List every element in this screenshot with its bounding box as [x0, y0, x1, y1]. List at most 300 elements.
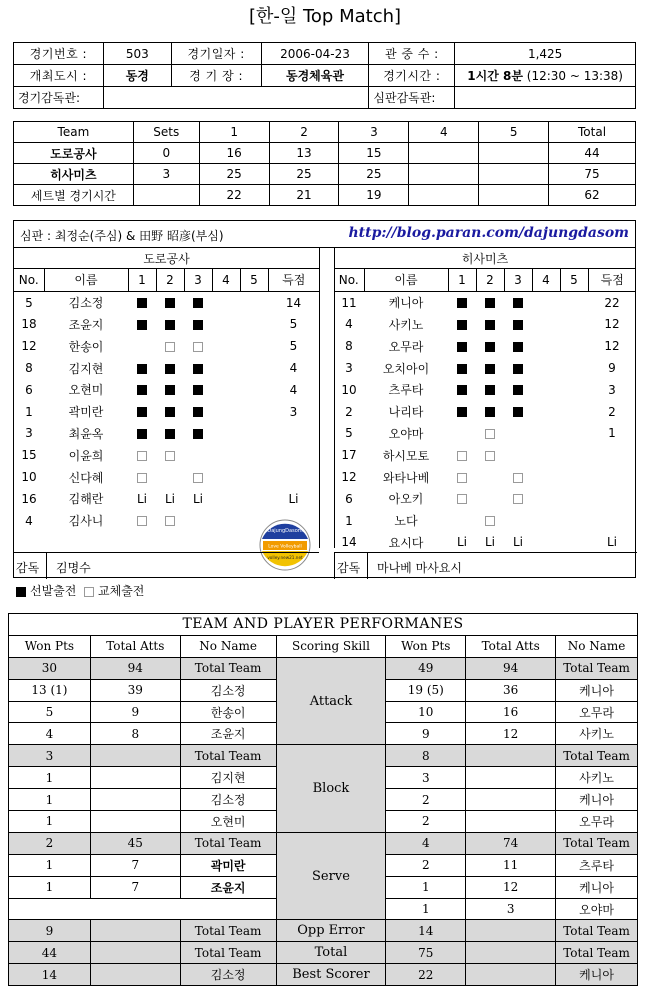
starter-square-icon [513, 407, 523, 417]
player-name: 오야마 [556, 898, 638, 920]
player-name: 사키노 [388, 317, 424, 332]
skill-opp-error: Opp Error [276, 920, 386, 942]
player-points [268, 466, 319, 488]
skill-serve: Serve [276, 832, 386, 920]
player-points: Li [606, 535, 618, 550]
score-header: 5 [479, 122, 549, 143]
player-points [588, 466, 636, 488]
home-lineup [14, 248, 319, 532]
set-5-status [560, 335, 588, 357]
set-time-2: 21 [269, 185, 339, 206]
starter-square-icon [485, 364, 495, 374]
starter-square-icon [485, 298, 495, 308]
player-name: 오무라 [388, 339, 424, 354]
total-atts [90, 789, 180, 811]
lineup-divider [319, 248, 335, 548]
perf-title: TEAM AND PLAYER PERFORMANES [9, 614, 638, 636]
score-set-2: 25 [269, 164, 339, 185]
col-set-3: 3 [504, 269, 532, 292]
set-1-status [448, 510, 476, 532]
set-3-status [504, 488, 532, 510]
total-atts [466, 767, 556, 789]
duration-label: 경기시간 : [369, 65, 455, 87]
player-no: 17 [341, 448, 357, 463]
sub-square-icon [457, 473, 467, 483]
starter-square-icon [457, 298, 467, 308]
set-3-status [504, 510, 532, 532]
player-name: 오현미 [180, 811, 276, 833]
player-no: 10 [341, 382, 357, 397]
set-1-status [448, 357, 476, 379]
venue-label: 경 기 장 : [171, 65, 261, 87]
col-set-4: 4 [532, 269, 560, 292]
starter-square-icon [457, 407, 467, 417]
set-4-status [212, 314, 240, 336]
score-header: Total [549, 122, 636, 143]
set-2-status: Li [484, 535, 496, 550]
starter-square-icon [165, 429, 175, 439]
starter-square-icon [165, 298, 175, 308]
total-atts: 3 [466, 898, 556, 920]
table-row [14, 379, 319, 401]
table-row [14, 488, 319, 510]
starter-square-icon [485, 407, 495, 417]
player-points: 1 [608, 426, 616, 441]
set-4-status [212, 335, 240, 357]
player-name: 사키노 [556, 723, 638, 745]
table-row [334, 488, 636, 510]
set-2-status [156, 423, 184, 445]
away-coach-row [334, 552, 637, 579]
table-row [14, 357, 319, 379]
duration: 1시간 8분 [467, 69, 523, 83]
player-no: 11 [341, 295, 357, 310]
set-time-empty [133, 185, 199, 206]
sub-square-icon [84, 587, 94, 597]
set-3-status [504, 379, 532, 401]
legend [16, 582, 144, 599]
set-2-status [156, 357, 184, 379]
total-right: 75 [386, 942, 466, 964]
player-name: 곽미란 [68, 405, 104, 420]
table-row [14, 291, 319, 313]
player-name: 오현미 [68, 383, 104, 398]
set-4-status [212, 291, 240, 313]
home-player-list [14, 291, 319, 531]
perf-header-row [9, 635, 638, 657]
player-name: 김소정 [180, 679, 276, 701]
score-header: 1 [199, 122, 269, 143]
player-no: 1 [25, 404, 33, 419]
set-2-status [156, 291, 184, 313]
player-points: 3 [289, 404, 298, 419]
starter-square-icon [165, 364, 175, 374]
set-2-status [156, 466, 184, 488]
player-name: 사키노 [556, 767, 638, 789]
starter-square-icon [485, 320, 495, 330]
player-no: 3 [345, 361, 353, 376]
starter-square-icon [485, 385, 495, 395]
set-3-status [504, 335, 532, 357]
score-set-1: 16 [199, 143, 269, 164]
total-left: 44 [9, 942, 91, 964]
player-no: 15 [21, 448, 37, 463]
table-row [14, 423, 319, 445]
set-1-status: Li [136, 491, 148, 506]
sub-square-icon [485, 451, 495, 461]
set-2-status [156, 510, 184, 532]
starter-square-icon [193, 407, 203, 417]
player-no: 4 [345, 317, 353, 332]
set-time-total: 62 [549, 185, 636, 206]
player-points: Li [288, 491, 299, 506]
set-1-status [128, 291, 156, 313]
won-pts: 2 [386, 854, 466, 876]
player-name: 한송이 [180, 701, 276, 723]
player-name: 조윤지 [68, 317, 104, 332]
logo-top-text: DajungDasom [267, 528, 303, 534]
starter-square-icon [513, 320, 523, 330]
total-atts: 11 [466, 854, 556, 876]
starter-square-icon [193, 364, 203, 374]
won-pts: 3 [386, 767, 466, 789]
set-2-status [156, 335, 184, 357]
sub-square-icon [485, 429, 495, 439]
blog-link[interactable]: http://blog.paran.com/dajungdasom [348, 225, 629, 241]
set-3-status [184, 401, 212, 423]
table-row [334, 466, 636, 488]
set-3-status [504, 291, 532, 313]
sub-square-icon [457, 494, 467, 504]
supervisor-label: 경기감독관: [14, 87, 104, 109]
set-1-status [128, 444, 156, 466]
set-2-status: Li [164, 491, 176, 506]
set-3-status [184, 314, 212, 336]
set-2-status [156, 314, 184, 336]
set-3-status: Li [512, 535, 524, 550]
block-team-row [9, 745, 638, 767]
player-points: 12 [604, 317, 620, 332]
best-scorer-pts-left: 14 [9, 964, 91, 986]
set-2-status [476, 466, 504, 488]
set-5-status [560, 488, 588, 510]
player-name: 츠루타 [556, 854, 638, 876]
starter-square-icon [193, 320, 203, 330]
starter-square-icon [165, 407, 175, 417]
table-row [334, 510, 636, 532]
starter-square-icon [137, 407, 147, 417]
player-no: 8 [345, 339, 353, 354]
set-4-status [532, 291, 560, 313]
starter-square-icon [457, 385, 467, 395]
col-name: 이름 [44, 269, 128, 292]
col-name: 이름 [364, 269, 448, 292]
player-name: 오야마 [388, 426, 424, 441]
block-team-atts-right [466, 745, 556, 767]
col-set-5: 5 [560, 269, 588, 292]
sub-square-icon [513, 494, 523, 504]
player-name: 김사니 [68, 514, 104, 529]
table-row [334, 314, 636, 336]
total-atts: 12 [466, 876, 556, 898]
set-2-status [156, 444, 184, 466]
sub-square-icon [193, 473, 203, 483]
player-points [588, 444, 636, 466]
set-1-status [448, 423, 476, 445]
score-set-2: 13 [269, 143, 339, 164]
score-row [14, 143, 636, 164]
total-atts: 12 [466, 723, 556, 745]
player-name: 김해란 [68, 492, 104, 507]
score-total: 44 [549, 143, 636, 164]
starter-square-icon [485, 342, 495, 352]
set-1-status [128, 379, 156, 401]
set-2-status [156, 401, 184, 423]
won-pts: 4 [9, 723, 91, 745]
set-1-status [448, 314, 476, 336]
set-3-status [184, 379, 212, 401]
perf-header: Total Atts [90, 635, 180, 657]
set-1-status [128, 335, 156, 357]
set-1-status [448, 401, 476, 423]
empty-cell [466, 920, 556, 942]
set-2-status [476, 423, 504, 445]
player-no: 4 [25, 513, 33, 528]
perf-header: No Name [180, 635, 276, 657]
set-2-status [476, 444, 504, 466]
set-1-status: Li [456, 535, 468, 550]
set-4-status [532, 444, 560, 466]
set-4-status [532, 379, 560, 401]
total-atts: 36 [466, 679, 556, 701]
coach-label: 감독 [16, 561, 40, 575]
starter-square-icon [193, 385, 203, 395]
block-team-won-right: 8 [386, 745, 466, 767]
total-atts [90, 767, 180, 789]
venue: 동경체육관 [261, 65, 369, 87]
attack-team-won-left: 30 [9, 657, 91, 679]
logo-bottom-text: volley.new21.net [267, 555, 303, 560]
serve-team-won-left: 2 [9, 832, 91, 854]
player-name: 조윤지 [180, 876, 276, 898]
set-3-status [184, 357, 212, 379]
player-name: 케니아 [388, 296, 424, 311]
set-4-status [532, 532, 560, 554]
player-name: 이윤희 [68, 448, 104, 463]
player-no: 5 [345, 426, 353, 441]
score-set-4 [409, 143, 479, 164]
set-3-status [504, 314, 532, 336]
player-points [268, 423, 319, 445]
table-row [14, 401, 319, 423]
sub-square-icon [137, 451, 147, 461]
referee-row [14, 221, 635, 248]
set-3-status [504, 423, 532, 445]
player-name: 김지현 [180, 767, 276, 789]
set-5-status [560, 379, 588, 401]
city: 동경 [103, 65, 171, 87]
set-1-status [128, 423, 156, 445]
empty-cell [90, 964, 180, 986]
score-header: Sets [133, 122, 199, 143]
skill-total: Total [276, 942, 386, 964]
score-header: 2 [269, 122, 339, 143]
won-pts: 9 [386, 723, 466, 745]
set-3-status [504, 357, 532, 379]
attack-team-label-right: Total Team [556, 657, 638, 679]
player-points: 5 [289, 339, 298, 354]
starter-square-icon [193, 298, 203, 308]
opp-error-left: 9 [9, 920, 91, 942]
player-no: 12 [341, 470, 357, 485]
score-set-5 [479, 143, 549, 164]
score-team: 히사미츠 [14, 164, 134, 185]
player-name: 나리타 [388, 405, 424, 420]
starter-square-icon [457, 320, 467, 330]
player-name: 한송이 [68, 339, 104, 354]
starter-square-icon [137, 298, 147, 308]
player-no: 18 [21, 317, 37, 332]
set-5-status [240, 291, 268, 313]
set-1-status [448, 335, 476, 357]
score-set-3: 15 [339, 143, 409, 164]
set-time-row [14, 185, 636, 206]
match-info-table [13, 42, 636, 109]
player-name: 오무라 [556, 811, 638, 833]
set-5-status [560, 532, 588, 554]
set-3-status [184, 335, 212, 357]
logo-mid-text: Love Volleyball [268, 544, 302, 550]
set-5-status [560, 444, 588, 466]
empty-cell [466, 942, 556, 964]
set-5-status [560, 291, 588, 313]
set-4-status [532, 510, 560, 532]
legend-starter: 선발출전 [30, 584, 77, 598]
opp-error-label-right: Total Team [556, 920, 638, 942]
won-pts: 1 [9, 789, 91, 811]
set-time-4 [409, 185, 479, 206]
player-no: 16 [21, 491, 37, 506]
set-3-status [184, 291, 212, 313]
player-points: 9 [608, 361, 616, 376]
set-score-table [13, 121, 636, 206]
empty-cell [90, 942, 180, 964]
won-pts: 19 (5) [386, 679, 466, 701]
player-name: 케니아 [556, 679, 638, 701]
col-points: 득점 [268, 269, 319, 292]
ref-supervisor-label: 심판감독관: [369, 87, 455, 109]
legend-sub: 교체출전 [98, 584, 145, 598]
sub-square-icon [165, 451, 175, 461]
set-5-status [240, 379, 268, 401]
set-2-status [476, 488, 504, 510]
sub-square-icon [457, 451, 467, 461]
away-coach-name: 마나베 마사요시 [377, 561, 462, 575]
player-name: 최윤옥 [68, 426, 104, 441]
skill-best-scorer: Best Scorer [276, 964, 386, 986]
set-1-status [448, 291, 476, 313]
col-set-1: 1 [128, 269, 156, 292]
set-3-status [504, 444, 532, 466]
opp-error-row [9, 920, 638, 942]
set-3-status [184, 510, 212, 532]
won-pts: 1 [9, 854, 91, 876]
referee-text: 심판 : 최정순(주심) & 田野 昭彦(부심) [20, 229, 224, 243]
serve-team-won-right: 4 [386, 832, 466, 854]
skill-attack: Attack [276, 657, 386, 745]
set-5-status [560, 423, 588, 445]
serve-team-atts-left: 45 [90, 832, 180, 854]
player-name: 케니아 [556, 876, 638, 898]
set-4-status [212, 401, 240, 423]
home-coach-row [14, 552, 319, 579]
set-2-status [476, 335, 504, 357]
won-pts: 10 [386, 701, 466, 723]
player-no: 2 [345, 404, 353, 419]
block-team-label-right: Total Team [556, 745, 638, 767]
away-lineup [334, 248, 636, 553]
starter-square-icon [513, 298, 523, 308]
player-points: 2 [608, 404, 616, 419]
player-points: 14 [285, 295, 302, 310]
set-2-status [476, 401, 504, 423]
serve-team-label-left: Total Team [180, 832, 276, 854]
set-2-status [156, 379, 184, 401]
starter-square-icon [457, 364, 467, 374]
away-team-name: 히사미츠 [334, 248, 636, 269]
perf-header: No Name [556, 635, 638, 657]
set-1-status [128, 357, 156, 379]
duration-cell [455, 65, 636, 87]
total-atts [466, 789, 556, 811]
table-row [334, 401, 636, 423]
page-title: [한-일 Top Match] [248, 6, 402, 27]
set-2-status [476, 291, 504, 313]
set-4-status [212, 466, 240, 488]
set-3-status [184, 444, 212, 466]
best-scorer-right: 케니아 [556, 964, 638, 986]
starter-square-icon [137, 320, 147, 330]
set-1-status [448, 466, 476, 488]
total-label-right: Total Team [556, 942, 638, 964]
attack-team-won-right: 49 [386, 657, 466, 679]
total-atts [466, 811, 556, 833]
col-set-5: 5 [240, 269, 268, 292]
block-team-atts-left [90, 745, 180, 767]
perf-header: Won Pts [386, 635, 466, 657]
set-1-status [448, 444, 476, 466]
total-atts: 39 [90, 679, 180, 701]
set-2-status [476, 357, 504, 379]
sub-square-icon [137, 473, 147, 483]
starter-square-icon [513, 364, 523, 374]
col-set-4: 4 [212, 269, 240, 292]
attack-team-row [9, 657, 638, 679]
player-name: 와타나베 [382, 470, 430, 485]
set-time-3: 19 [339, 185, 409, 206]
player-name: 신다혜 [68, 470, 104, 485]
set-4-status [212, 423, 240, 445]
col-no: No. [14, 269, 44, 292]
score-header: 4 [409, 122, 479, 143]
table-row [14, 314, 319, 336]
ref-supervisor-value [455, 87, 636, 109]
player-name: 김소정 [68, 296, 104, 311]
won-pts: 1 [386, 898, 466, 920]
best-scorer-pts-right: 22 [386, 964, 466, 986]
serve-team-label-right: Total Team [556, 832, 638, 854]
col-no: No. [334, 269, 364, 292]
